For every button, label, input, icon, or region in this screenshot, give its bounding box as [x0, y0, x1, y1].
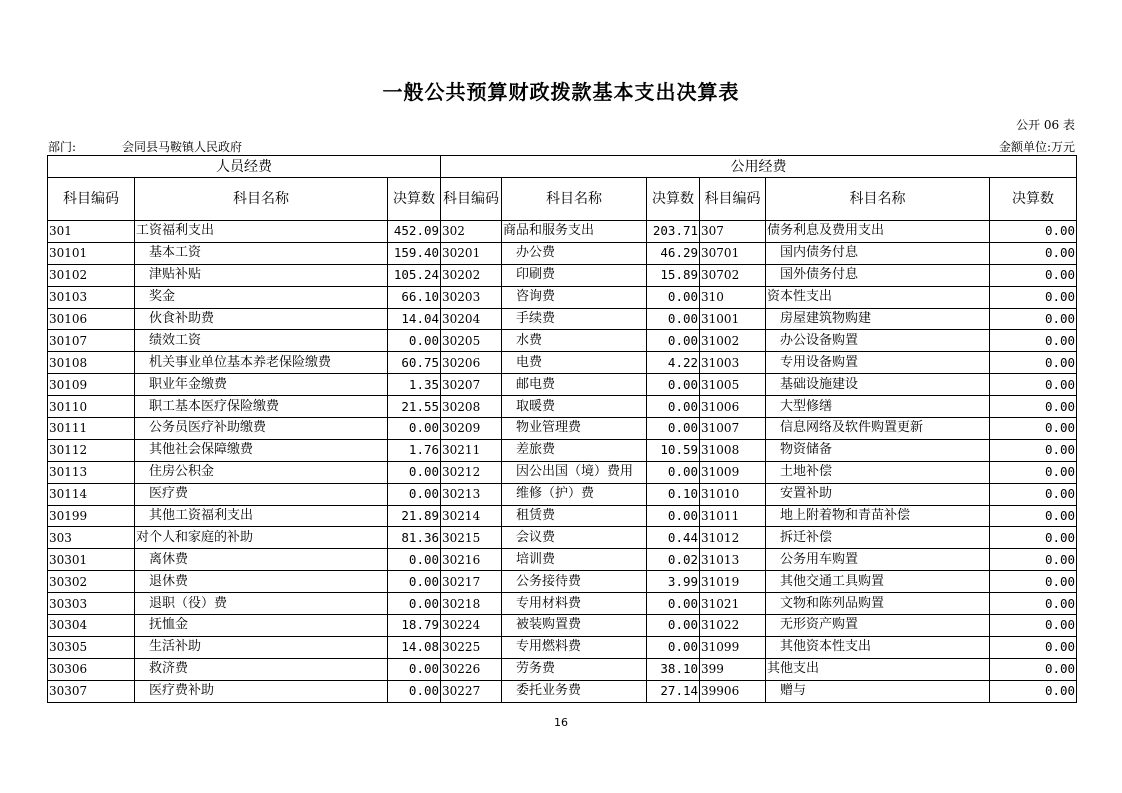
table-row: [48, 439, 1077, 461]
amount: 0.00: [990, 571, 1077, 593]
subject-code: 30109: [48, 374, 135, 396]
amount: 14.08: [388, 636, 441, 658]
subject-name: 伙食补助费: [135, 308, 388, 330]
amount: 203.71: [647, 221, 700, 243]
amount: 0.00: [388, 330, 441, 352]
subject-name: 公务员医疗补助缴费: [135, 418, 388, 440]
subject-name: 地上附着物和青苗补偿: [766, 505, 990, 527]
amount: 0.00: [990, 680, 1077, 702]
table-row: [48, 527, 1077, 549]
subject-code: 39906: [700, 680, 766, 702]
column-header-code: 科目编码: [48, 178, 135, 221]
subject-name: 维修（护）费: [502, 483, 647, 505]
table-row: [48, 418, 1077, 440]
amount: 0.00: [990, 242, 1077, 264]
subject-name: 委托业务费: [502, 680, 647, 702]
subject-name: 职业年金缴费: [135, 374, 388, 396]
subject-name: 赠与: [766, 680, 990, 702]
amount: 0.00: [647, 286, 700, 308]
amount: 0.00: [388, 593, 441, 615]
department-label: 部门:: [48, 140, 77, 154]
subject-code: 30302: [48, 571, 135, 593]
subject-code: 30701: [700, 242, 766, 264]
table-row: [48, 505, 1077, 527]
amount: 0.00: [388, 418, 441, 440]
amount: 0.00: [990, 352, 1077, 374]
amount: 15.89: [647, 264, 700, 286]
subject-code: 30217: [441, 571, 502, 593]
table-row: [48, 221, 1077, 243]
amount: 46.29: [647, 242, 700, 264]
amount: 159.40: [388, 242, 441, 264]
subject-name: 其他交通工具购置: [766, 571, 990, 593]
subject-code: 30205: [441, 330, 502, 352]
subject-name: 取暖费: [502, 396, 647, 418]
subject-name: 公务用车购置: [766, 549, 990, 571]
subject-name: 咨询费: [502, 286, 647, 308]
subject-code: 30106: [48, 308, 135, 330]
subject-code: 31011: [700, 505, 766, 527]
subject-code: 30305: [48, 636, 135, 658]
column-header-name: 科目名称: [502, 178, 647, 221]
page-number: 16: [554, 716, 568, 729]
subject-name: 基础设施建设: [766, 374, 990, 396]
amount-unit: 金额单位:万元: [998, 140, 1075, 154]
table-row: [48, 571, 1077, 593]
subject-code: 30207: [441, 374, 502, 396]
subject-name: 国内债务付息: [766, 242, 990, 264]
subject-code: 30304: [48, 615, 135, 637]
personnel-expense-header: 人员经费: [48, 156, 441, 178]
amount: 0.00: [990, 221, 1077, 243]
subject-name: 信息网络及软件购置更新: [766, 418, 990, 440]
subject-name: 其他支出: [766, 658, 990, 680]
subject-code: 30215: [441, 527, 502, 549]
subject-code: 30702: [700, 264, 766, 286]
subject-name: 无形资产购置: [766, 615, 990, 637]
subject-name: 资本性支出: [766, 286, 990, 308]
subject-code: 30204: [441, 308, 502, 330]
table-row: [48, 264, 1077, 286]
amount: 0.00: [990, 593, 1077, 615]
subject-name: 专用燃料费: [502, 636, 647, 658]
table-row: [48, 549, 1077, 571]
subject-code: 302: [441, 221, 502, 243]
amount: 0.00: [647, 396, 700, 418]
subject-name: 国外债务付息: [766, 264, 990, 286]
subject-name: 邮电费: [502, 374, 647, 396]
subject-code: 31012: [700, 527, 766, 549]
amount: 0.00: [990, 483, 1077, 505]
subject-name: 其他社会保障缴费: [135, 439, 388, 461]
table-row: [48, 308, 1077, 330]
department-value: 会同县马鞍镇人民政府: [122, 140, 243, 154]
subject-name: 商品和服务支出: [502, 221, 647, 243]
table-body: [48, 221, 1077, 703]
subject-code: 30114: [48, 483, 135, 505]
subject-code: 31022: [700, 615, 766, 637]
amount: 0.00: [388, 571, 441, 593]
subject-code: 30108: [48, 352, 135, 374]
amount: 0.00: [990, 308, 1077, 330]
amount: 0.10: [647, 483, 700, 505]
subject-name: 工资福利支出: [135, 221, 388, 243]
amount: 0.44: [647, 527, 700, 549]
amount: 0.00: [990, 615, 1077, 637]
subject-code: 30226: [441, 658, 502, 680]
table-row: [48, 636, 1077, 658]
subject-code: 303: [48, 527, 135, 549]
amount: 0.00: [990, 636, 1077, 658]
subject-code: 31013: [700, 549, 766, 571]
amount: 0.00: [990, 505, 1077, 527]
subject-name: 津贴补贴: [135, 264, 388, 286]
column-header-amount: 决算数: [388, 178, 441, 221]
amount: 452.09: [388, 221, 441, 243]
amount: 38.10: [647, 658, 700, 680]
subject-code: 31021: [700, 593, 766, 615]
page-title: 一般公共预算财政拨款基本支出决算表: [382, 80, 740, 104]
subject-code: 30225: [441, 636, 502, 658]
subject-code: 30209: [441, 418, 502, 440]
subject-code: 30202: [441, 264, 502, 286]
subject-code: 30111: [48, 418, 135, 440]
amount: 1.35: [388, 374, 441, 396]
column-header-code: 科目编码: [441, 178, 502, 221]
table-row: [48, 658, 1077, 680]
column-header-name: 科目名称: [135, 178, 388, 221]
amount: 0.00: [990, 527, 1077, 549]
subject-name: 印刷费: [502, 264, 647, 286]
subject-name: 办公设备购置: [766, 330, 990, 352]
amount: 0.00: [990, 658, 1077, 680]
amount: 27.14: [647, 680, 700, 702]
subject-name: 物业管理费: [502, 418, 647, 440]
subject-name: 安置补助: [766, 483, 990, 505]
amount: 0.00: [647, 615, 700, 637]
subject-code: 310: [700, 286, 766, 308]
subject-code: 30208: [441, 396, 502, 418]
table-row: [48, 461, 1077, 483]
table-row: [48, 352, 1077, 374]
subject-name: 生活补助: [135, 636, 388, 658]
subject-name: 物资储备: [766, 439, 990, 461]
amount: 0.00: [990, 418, 1077, 440]
subject-code: 31001: [700, 308, 766, 330]
subject-name: 其他资本性支出: [766, 636, 990, 658]
amount: 0.00: [990, 461, 1077, 483]
subject-code: 31007: [700, 418, 766, 440]
amount: 81.36: [388, 527, 441, 549]
subject-code: 30102: [48, 264, 135, 286]
subject-name: 基本工资: [135, 242, 388, 264]
amount: 0.00: [990, 264, 1077, 286]
subject-code: 30224: [441, 615, 502, 637]
subject-name: 办公费: [502, 242, 647, 264]
subject-name: 医疗费: [135, 483, 388, 505]
amount: 0.00: [647, 374, 700, 396]
amount: 21.55: [388, 396, 441, 418]
subject-code: 30203: [441, 286, 502, 308]
table-row: [48, 286, 1077, 308]
subject-code: 30301: [48, 549, 135, 571]
subject-name: 离休费: [135, 549, 388, 571]
table-row: [48, 593, 1077, 615]
subject-name: 机关事业单位基本养老保险缴费: [135, 352, 388, 374]
subject-name: 培训费: [502, 549, 647, 571]
amount: 0.00: [647, 505, 700, 527]
subject-code: 31002: [700, 330, 766, 352]
amount: 0.00: [388, 483, 441, 505]
subject-code: 31008: [700, 439, 766, 461]
subject-name: 电费: [502, 352, 647, 374]
subject-name: 对个人和家庭的补助: [135, 527, 388, 549]
subject-name: 退职（役）费: [135, 593, 388, 615]
amount: 0.00: [990, 330, 1077, 352]
subject-code: 31003: [700, 352, 766, 374]
subject-name: 专用材料费: [502, 593, 647, 615]
subject-name: 大型修缮: [766, 396, 990, 418]
subject-name: 退休费: [135, 571, 388, 593]
amount: 0.00: [388, 658, 441, 680]
subject-name: 抚恤金: [135, 615, 388, 637]
amount: 0.00: [647, 330, 700, 352]
subject-code: 31099: [700, 636, 766, 658]
subject-code: 301: [48, 221, 135, 243]
subject-name: 文物和陈列品购置: [766, 593, 990, 615]
subject-name: 救济费: [135, 658, 388, 680]
subject-code: 30101: [48, 242, 135, 264]
subject-code: 30107: [48, 330, 135, 352]
subject-code: 31010: [700, 483, 766, 505]
subject-code: 30306: [48, 658, 135, 680]
amount: 1.76: [388, 439, 441, 461]
amount: 66.10: [388, 286, 441, 308]
subject-name: 债务利息及费用支出: [766, 221, 990, 243]
table-row: [48, 242, 1077, 264]
amount: 0.00: [990, 396, 1077, 418]
expenditure-table: [47, 155, 1077, 703]
table-row: [48, 396, 1077, 418]
amount: 14.04: [388, 308, 441, 330]
subject-code: 30307: [48, 680, 135, 702]
subject-name: 医疗费补助: [135, 680, 388, 702]
subject-name: 其他工资福利支出: [135, 505, 388, 527]
subject-name: 差旅费: [502, 439, 647, 461]
subject-name: 职工基本医疗保险缴费: [135, 396, 388, 418]
subject-name: 因公出国（境）费用: [502, 461, 647, 483]
subject-name: 奖金: [135, 286, 388, 308]
amount: 0.00: [647, 418, 700, 440]
subject-name: 公务接待费: [502, 571, 647, 593]
amount: 10.59: [647, 439, 700, 461]
subject-code: 30213: [441, 483, 502, 505]
subject-code: 30201: [441, 242, 502, 264]
subject-code: 31005: [700, 374, 766, 396]
subject-name: 水费: [502, 330, 647, 352]
column-header-code: 科目编码: [700, 178, 766, 221]
subject-name: 拆迁补偿: [766, 527, 990, 549]
subject-code: 31019: [700, 571, 766, 593]
subject-code: 30112: [48, 439, 135, 461]
amount: 18.79: [388, 615, 441, 637]
subject-name: 专用设备购置: [766, 352, 990, 374]
subject-code: 30211: [441, 439, 502, 461]
subject-code: 31006: [700, 396, 766, 418]
column-header-amount: 决算数: [990, 178, 1077, 221]
amount: 60.75: [388, 352, 441, 374]
amount: 0.00: [388, 680, 441, 702]
amount: 0.00: [990, 374, 1077, 396]
subject-name: 手续费: [502, 308, 647, 330]
subject-name: 住房公积金: [135, 461, 388, 483]
subject-name: 劳务费: [502, 658, 647, 680]
amount: 0.00: [990, 549, 1077, 571]
table-row: [48, 374, 1077, 396]
subject-code: 30216: [441, 549, 502, 571]
amount: 0.00: [647, 461, 700, 483]
table-row: [48, 615, 1077, 637]
subject-code: 30227: [441, 680, 502, 702]
subject-code: 30214: [441, 505, 502, 527]
subject-code: 30110: [48, 396, 135, 418]
subject-code: 30206: [441, 352, 502, 374]
table-number: 公开 06 表: [1016, 118, 1075, 132]
amount: 0.00: [647, 593, 700, 615]
amount: 0.00: [388, 549, 441, 571]
amount: 21.89: [388, 505, 441, 527]
table-row: [48, 680, 1077, 702]
amount: 4.22: [647, 352, 700, 374]
subject-code: 30303: [48, 593, 135, 615]
subject-name: 租赁费: [502, 505, 647, 527]
amount: 0.00: [647, 636, 700, 658]
table-row: [48, 330, 1077, 352]
subject-name: 土地补偿: [766, 461, 990, 483]
public-expense-header: 公用经费: [441, 156, 1077, 178]
subject-code: 30103: [48, 286, 135, 308]
subject-code: 399: [700, 658, 766, 680]
amount: 105.24: [388, 264, 441, 286]
subject-code: 30113: [48, 461, 135, 483]
subject-code: 30218: [441, 593, 502, 615]
department-line: [48, 138, 242, 155]
subject-code: 30199: [48, 505, 135, 527]
subject-code: 307: [700, 221, 766, 243]
column-header-amount: 决算数: [647, 178, 700, 221]
subject-code: 31009: [700, 461, 766, 483]
amount: 3.99: [647, 571, 700, 593]
amount: 0.00: [647, 308, 700, 330]
column-header-name: 科目名称: [766, 178, 990, 221]
amount: 0.00: [990, 439, 1077, 461]
amount: 0.02: [647, 549, 700, 571]
subject-code: 30212: [441, 461, 502, 483]
subject-name: 会议费: [502, 527, 647, 549]
subject-name: 被装购置费: [502, 615, 647, 637]
subject-name: 房屋建筑物购建: [766, 308, 990, 330]
amount: 0.00: [990, 286, 1077, 308]
subject-name: 绩效工资: [135, 330, 388, 352]
table-row: [48, 483, 1077, 505]
amount: 0.00: [388, 461, 441, 483]
